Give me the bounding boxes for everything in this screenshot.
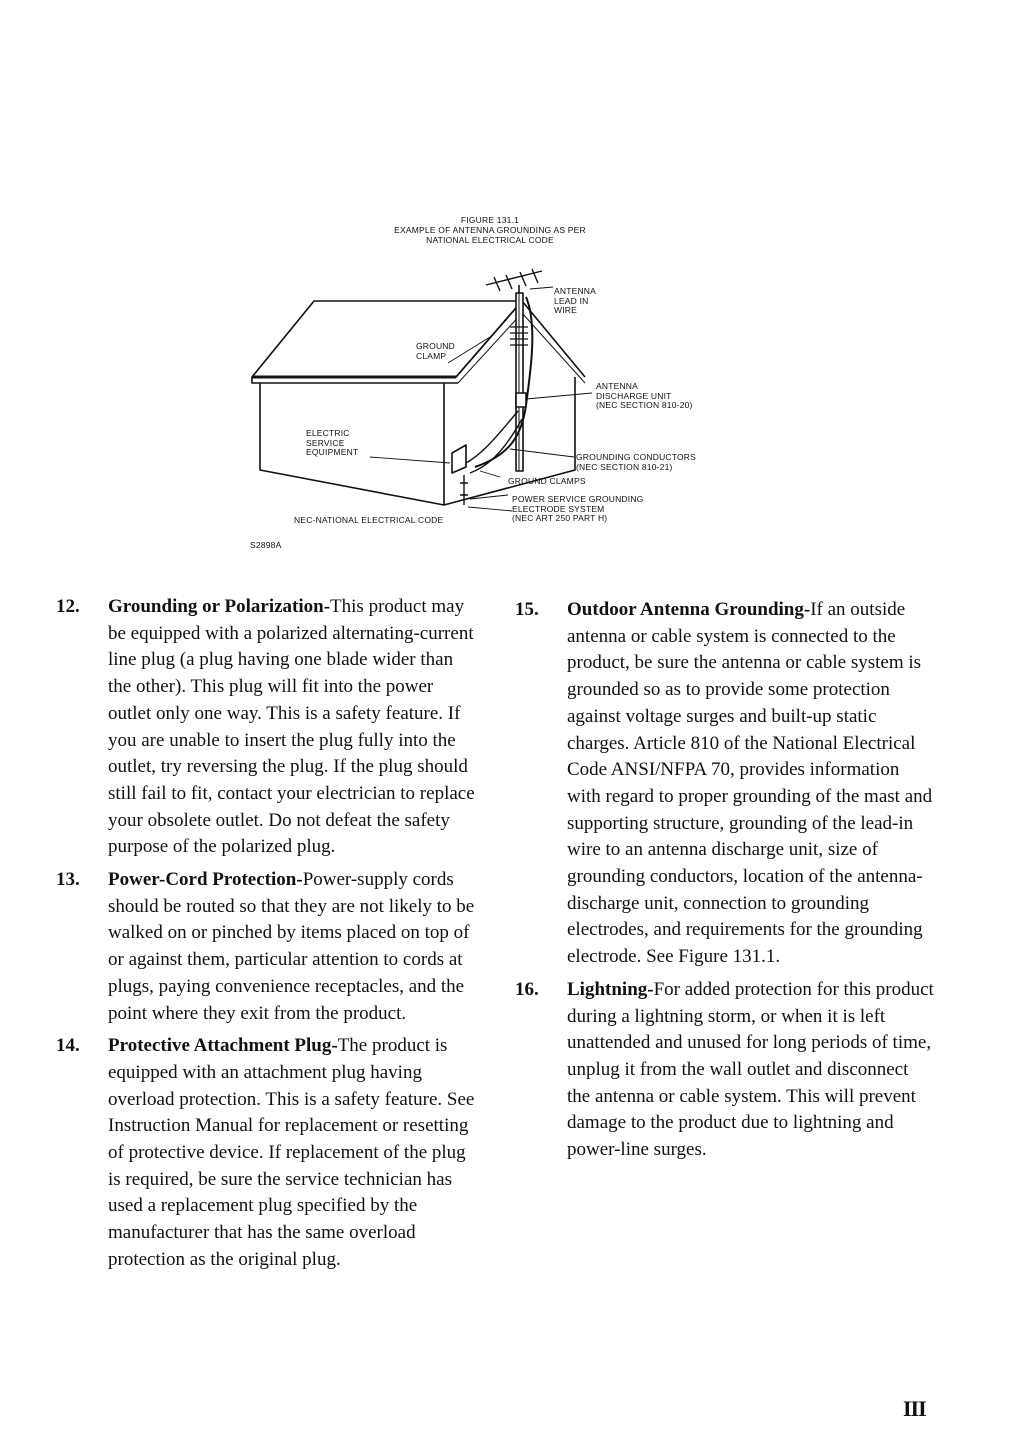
label-grounding-conductors: GROUNDING CONDUCTORS (NEC SECTION 810-21) — [576, 452, 697, 472]
figure-title-line2: NATIONAL ELECTRICAL CODE — [426, 235, 554, 245]
safety-item-15 — [515, 597, 935, 971]
item-body: If an outside antenna or cable system is connected to the product, be sure the antenna or cable system is grounded so as to provide some protection against voltage surges and built-up static charges. Article 810 of the National Electrical Code ANSI/NFPA 70, provides information with regard to proper grounding of the mast and supporting structure, grounding of the lead-in wire to an antenna discharge unit, size of grounding conductors, location of the antenna-discharge unit, connection to grounding electrodes, and requirements for the grounding electrode. See Figure 131.1. — [567, 599, 933, 968]
item-number: 12. — [56, 596, 80, 617]
label-electric-service-equipment: ELECTRIC SERVICE EQUIPMENT — [306, 428, 359, 457]
item-title: Outdoor Antenna Grounding- — [567, 599, 811, 620]
item-number: 13. — [56, 869, 80, 891]
label-power-service-grounding: POWER SERVICE GROUNDING ELECTRODE SYSTEM (NEC ART 250 PART H) — [512, 494, 644, 523]
house-roof — [252, 301, 522, 377]
item-number: 15. — [515, 599, 539, 620]
figure-number: FIGURE 131.1 — [460, 215, 520, 225]
item-body: Power-supply cords should be routed so that they are not likely to be walked on or pinched by items placed on top of or against them, particular attention to cords at plugs, paying convenience receptacles, and the point where they exit from the product. — [108, 869, 475, 1024]
item-body: The product is equipped with an attachment plug having overload protection. This is a safety feature. See Instruction Manual for replacement or resetting of protective device. If replacement of the plug is required, be sure the service technician has used a replacement plug specified by the manufacturer that has the same overload protection as the original plug. — [108, 1035, 475, 1270]
right-column — [515, 597, 935, 1170]
antenna-grounding-figure — [230, 205, 750, 565]
item-title: Grounding or Polarization- — [108, 596, 331, 617]
safety-item-14 — [56, 1033, 476, 1273]
item-number: 14. — [56, 1035, 80, 1057]
item-title: Lightning- — [567, 978, 654, 1000]
electric-service-box — [452, 445, 466, 473]
safety-item-12 — [56, 594, 476, 861]
figure-code: S2898A — [250, 540, 282, 550]
safety-item-16 — [515, 977, 935, 1164]
safety-item-13 — [56, 867, 476, 1027]
label-antenna-lead-in: ANTENNA LEAD IN WIRE — [554, 286, 597, 315]
figure-title-line1: EXAMPLE OF ANTENNA GROUNDING AS PER — [394, 225, 586, 235]
label-ground-clamp: GROUND CLAMP — [416, 341, 455, 361]
item-body: For added protection for this product during a lightning storm, or when it is left unattended and unused for long periods of time, unplug it from the wall outlet and disconnect the antenna or cable system. This will prevent damage to the product due to lightning and power-line surges. — [567, 978, 934, 1161]
item-title: Protective Attachment Plug- — [108, 1035, 338, 1057]
antenna-elements — [486, 269, 542, 291]
item-body: This product may be equipped with a polarized alternating-current line plug (a plug having one blade wider than the other). This plug will fit into the power outlet only one way. This is a safety feature. If you are unable to insert the plug fully into the outlet, try reversing the plug. If the plug should still fail to fit, contact your electrician to replace your obsolete outlet. Do not defeat the safety purpose of the polarized plug. — [108, 596, 475, 858]
item-title: Power-Cord Protection- — [108, 869, 303, 891]
discharge-unit — [516, 393, 526, 407]
label-antenna-discharge-unit: ANTENNA DISCHARGE UNIT (NEC SECTION 810-20) — [596, 381, 693, 410]
label-nec: NEC-NATIONAL ELECTRICAL CODE — [294, 515, 444, 525]
left-column — [56, 594, 476, 1280]
item-number: 16. — [515, 978, 539, 1000]
page-number: III — [903, 1396, 926, 1421]
label-ground-clamps: GROUND CLAMPS — [508, 476, 586, 486]
